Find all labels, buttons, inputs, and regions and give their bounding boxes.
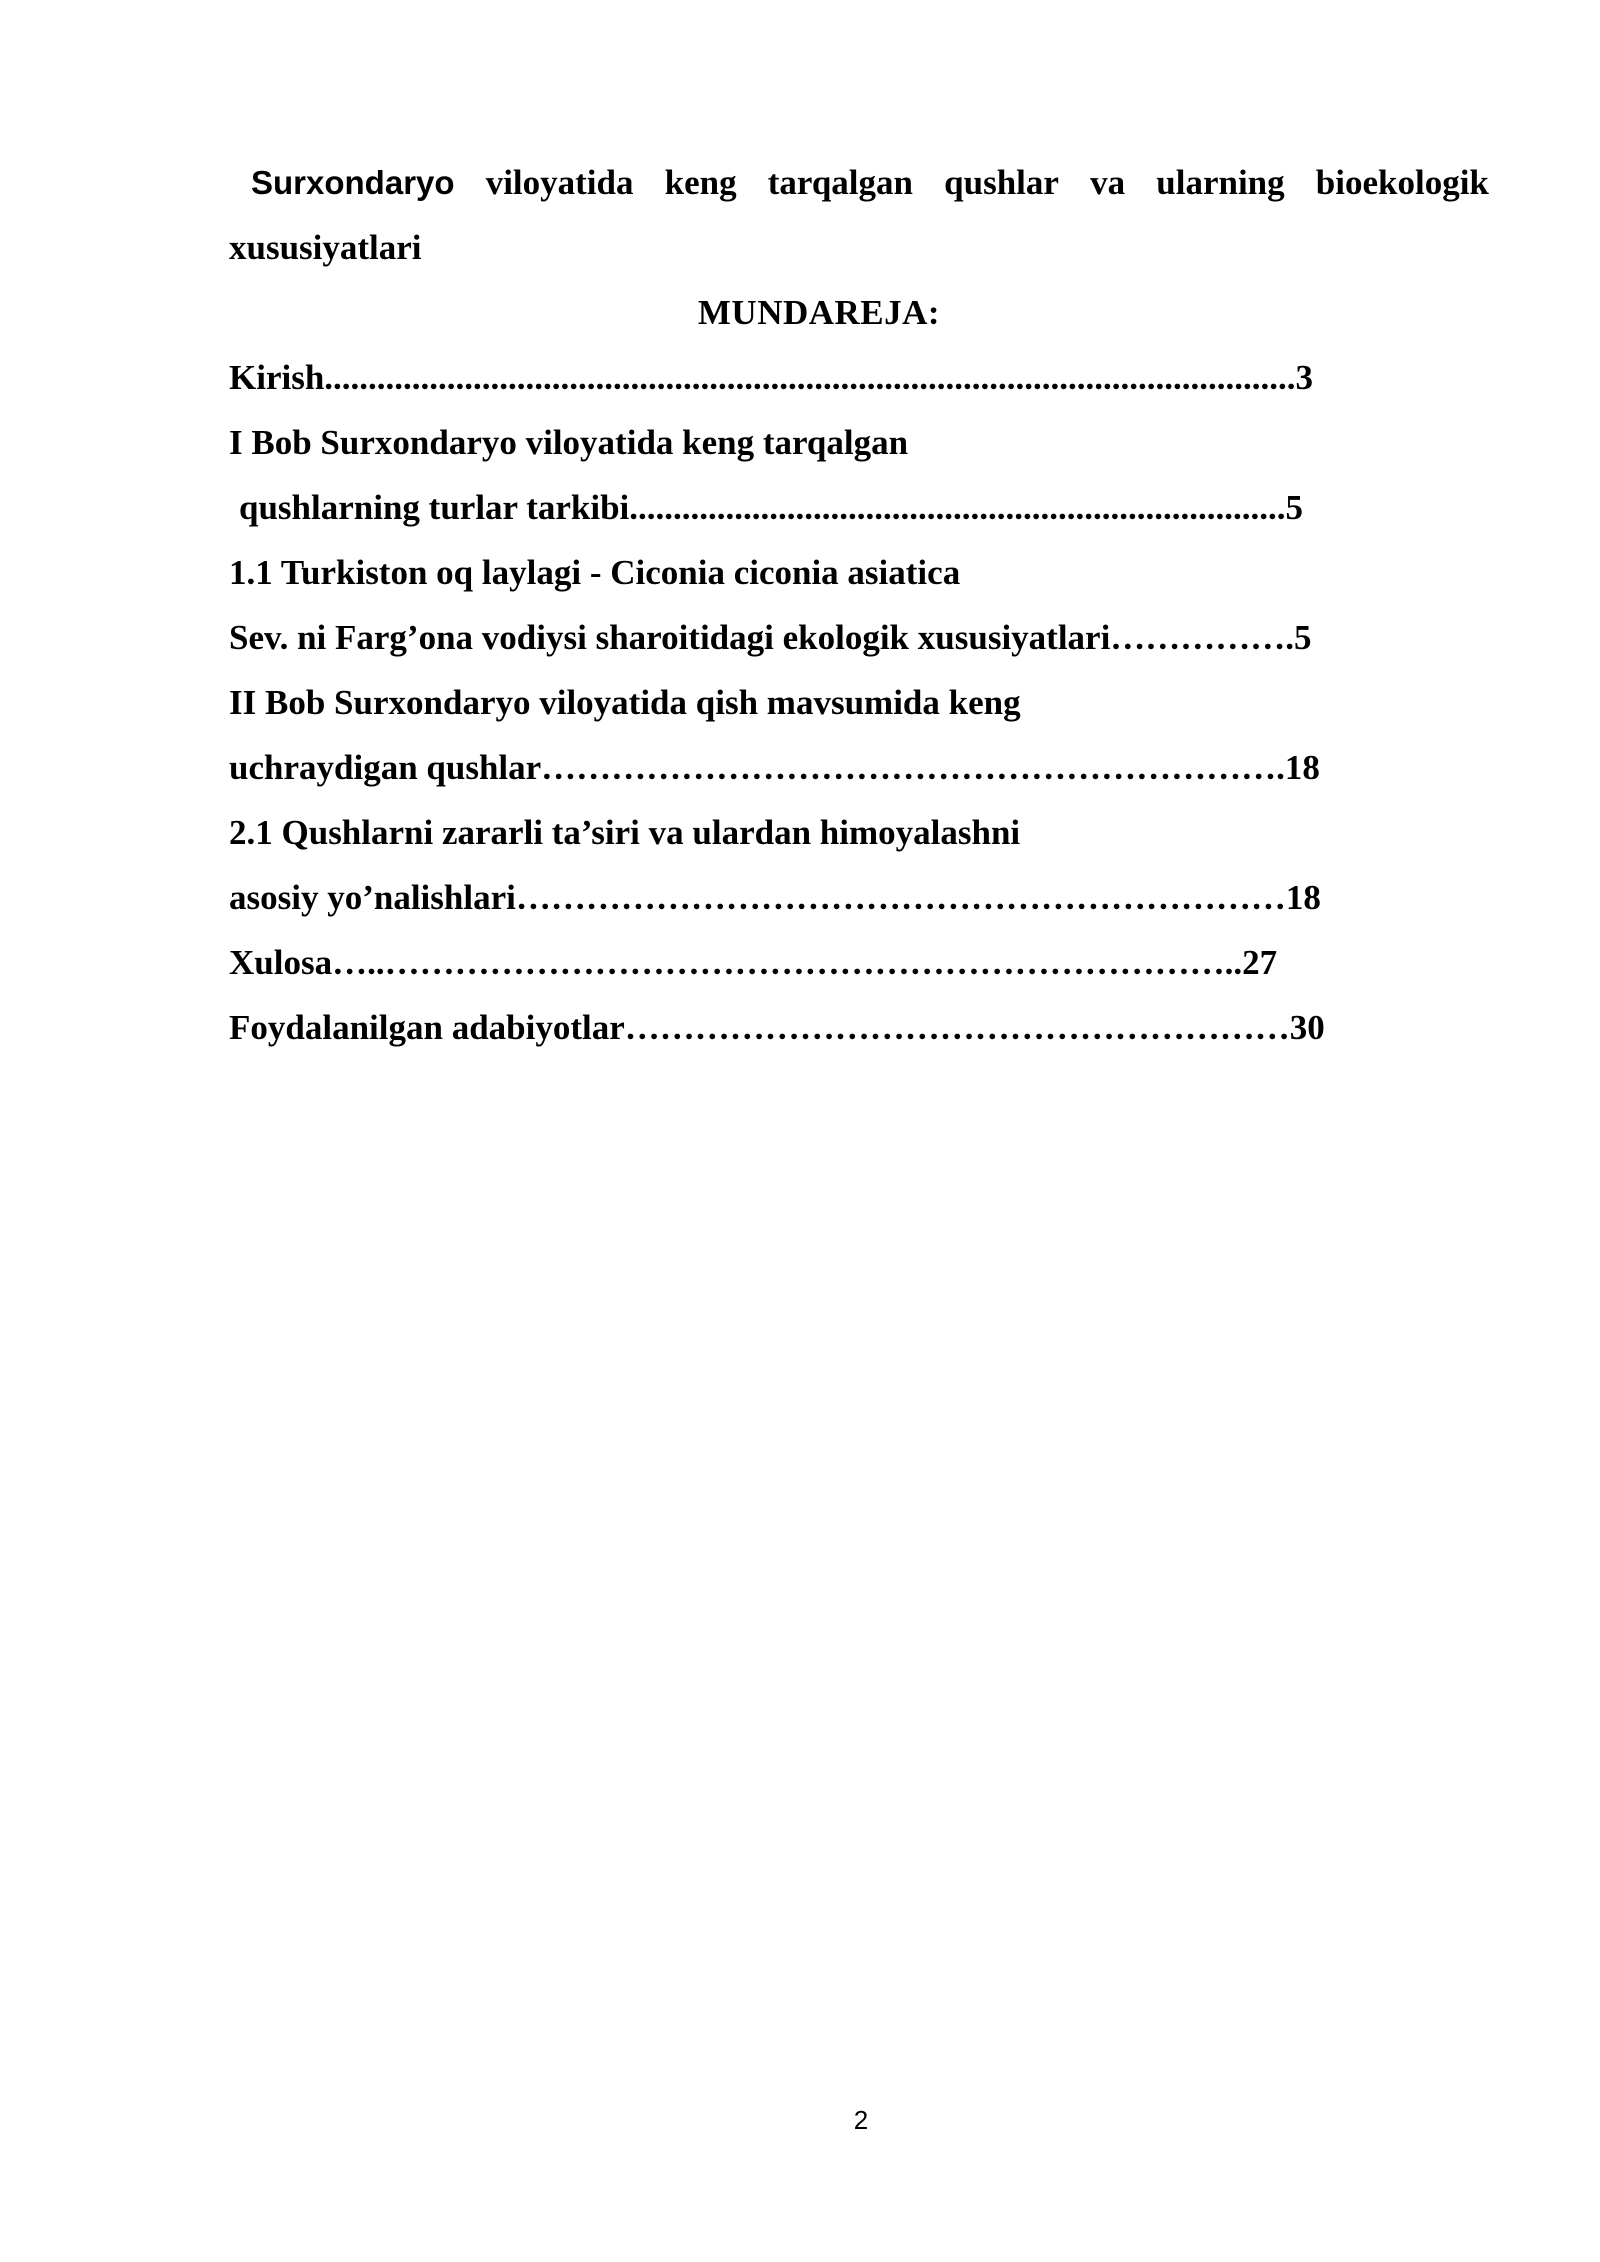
- title-line-1: [229, 150, 1489, 215]
- table-of-contents: [229, 345, 1429, 1060]
- title-word: qushlar: [944, 163, 1059, 202]
- title-word: viloyatida: [485, 163, 634, 202]
- toc-entry-adabiyotlar: Foydalanilgan adabiyotlar…………………………………………………30: [229, 1008, 1325, 1047]
- toc-entry-kirish: Kirish...............................................................................................................3: [229, 358, 1314, 397]
- title-word: Surxondaryo: [251, 164, 455, 201]
- toc-entry-chapter-2-title: II Bob Surxondaryo viloyatida qish mavsumida keng: [229, 683, 1021, 722]
- toc-entry-section-2-1-continued: asosiy yo’nalishlari…………………………………………………………18: [229, 878, 1321, 917]
- toc-entry-section-2-1-title: 2.1 Qushlarni zararli ta’siri va ulardan himoyalashni: [229, 813, 1021, 852]
- title-word: keng: [664, 163, 737, 202]
- title-line-2: xususiyatlari: [229, 228, 422, 267]
- toc-heading: MUNDAREJA:: [697, 293, 941, 332]
- toc-entry-section-1-1-title: 1.1 Turkiston oq laylagi - Ciconia ciconia asiatica: [229, 553, 961, 592]
- toc-entry-chapter-1-title: I Bob Surxondaryo viloyatida keng tarqalgan: [229, 423, 909, 462]
- title-word: ularning: [1156, 163, 1285, 202]
- toc-entry-section-1-1-continued: Sev. ni Farg’ona vodiysi sharoitidagi ekologik xususiyatlari…………….5: [229, 618, 1312, 657]
- toc-entry-chapter-1-continued: qushlarning turlar tarkibi...........................................................................5: [239, 488, 1304, 527]
- page-number: 2: [853, 2105, 869, 2135]
- document-title: [229, 150, 1489, 280]
- toc-entry-chapter-2-continued: uchraydigan qushlar……………………………………………………….18: [229, 748, 1320, 787]
- toc-entry-xulosa: Xulosa…..………………………………………………………………..27: [229, 943, 1278, 982]
- title-word: va: [1090, 163, 1126, 202]
- title-word: tarqalgan: [767, 163, 913, 202]
- title-word: bioekologik: [1315, 163, 1489, 202]
